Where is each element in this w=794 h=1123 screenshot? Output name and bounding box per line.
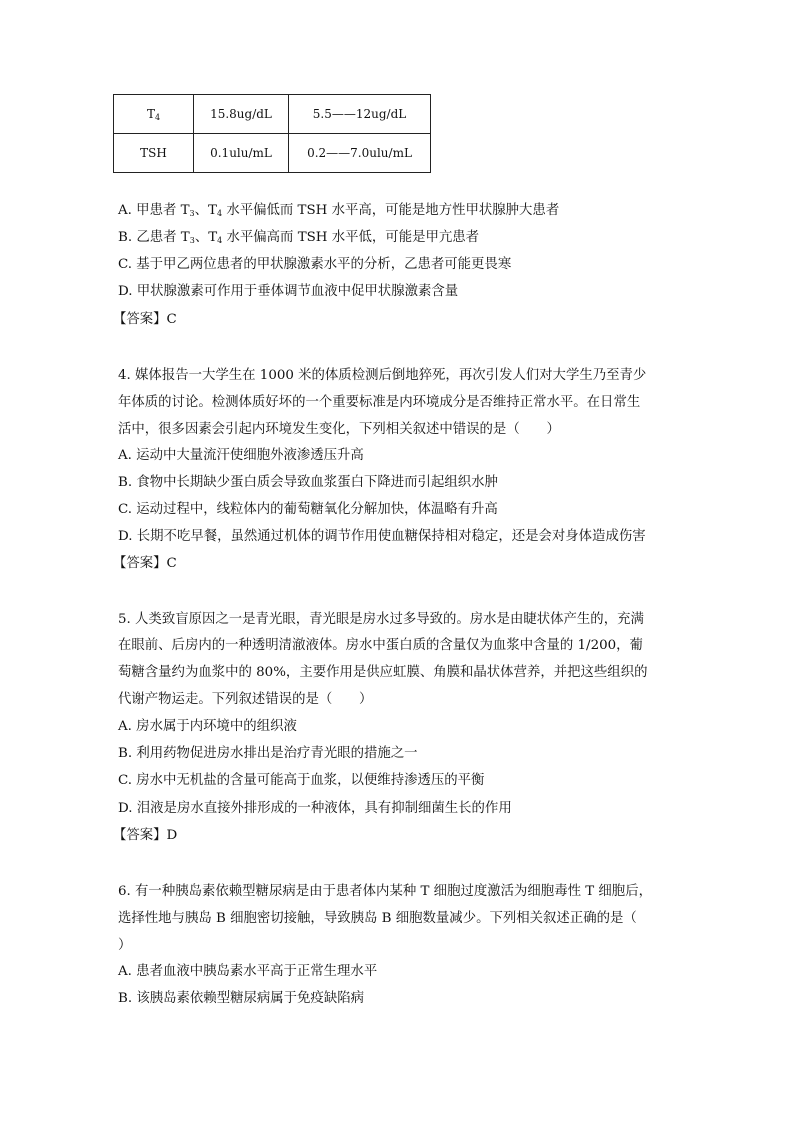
- q5-stem-line: 代谢产物运走。下列叙述错误的是（ ）: [118, 692, 373, 707]
- q6-stem-line: 6. 有一种胰岛素依赖型糖尿病是由于患者体内某种 T 细胞过度激活为细胞毒性 T 细胞后，: [118, 884, 652, 899]
- q5-option-a: A. 房水属于内环境中的组织液: [118, 719, 297, 734]
- q4-stem-line: 年体质的讨论。检测体质好坏的一个重要标准是内环境成分是否维持正常水平。在日常生: [118, 395, 641, 410]
- table-cell-item: TSH: [114, 134, 194, 173]
- table-cell-item: $T_4$: [114, 95, 194, 134]
- q3-answer: 【答案】C: [113, 312, 177, 327]
- q3-option-b: B. 乙患者 $T_3$、$T_4$ 水平偏高而 TSH 水平低，可能是甲亢患者: [118, 230, 480, 245]
- q4-option-a: A. 运动中大量流汗使细胞外液渗透压升高: [118, 448, 364, 463]
- q5-option-c: C. 房水中无机盐的含量可能高于血浆，以便维持渗透压的平衡: [118, 773, 485, 788]
- table-row: [114, 134, 431, 173]
- q5-stem-line: 5. 人类致盲原因之一是青光眼，青光眼是房水过多导致的。房水是由睫状体产生的，充满: [118, 612, 644, 627]
- q4-stem-line: 4. 媒体报告一大学生在 1000 米的体质检测后倒地猝死，再次引发人们对大学生乃至青少: [118, 368, 647, 383]
- q5-stem-line: 在眼前、后房内的一种透明清澈液体。房水中蛋白质的含量仅为血浆中含量的 1/200，葡: [118, 638, 643, 653]
- q5-stem-line: 萄糖含量约为血浆中的 80%，主要作用是供应虹膜、角膜和晶状体营养，并把这些组织的: [118, 665, 648, 680]
- q4-answer: 【答案】C: [113, 556, 177, 571]
- q4-stem-line: 活中，很多因素会引起内环境发生变化，下列相关叙述中错误的是（ ）: [118, 422, 560, 437]
- table-cell-value: 0.1ulu/mL: [194, 134, 289, 173]
- q3-option-d: D. 甲状腺激素可作用于垂体调节血液中促甲状腺激素含量: [118, 284, 459, 299]
- q5-option-d: D. 泪液是房水直接外排形成的一种液体，具有抑制细菌生长的作用: [118, 801, 512, 816]
- table-row: [114, 95, 431, 134]
- q3-option-a: A. 甲患者 $T_3$、$T_4$ 水平偏低而 TSH 水平高，可能是地方性甲状腺肿大患者: [118, 203, 560, 218]
- q4-option-c: C. 运动过程中，线粒体内的葡萄糖氧化分解加快，体温略有升高: [118, 502, 498, 517]
- q5-answer: 【答案】D: [113, 828, 178, 843]
- q4-option-b: B. 食物中长期缺少蛋白质会导致血浆蛋白下降进而引起组织水肿: [118, 475, 498, 490]
- q6-option-a: A. 患者血液中胰岛素水平高于正常生理水平: [118, 964, 378, 979]
- q6-option-b: B. 该胰岛素依赖型糖尿病属于免疫缺陷病: [118, 991, 364, 1006]
- table-cell-range: 5.5——12ug/dL: [289, 95, 431, 134]
- thyroid-reference-table: [113, 94, 431, 173]
- table-cell-range: 0.2——7.0ulu/mL: [289, 134, 431, 173]
- q4-option-d: D. 长期不吃早餐，虽然通过机体的调节作用使血糖保持相对稳定，还是会对身体造成伤害: [118, 529, 646, 544]
- q5-option-b: B. 利用药物促进房水排出是治疗青光眼的措施之一: [118, 746, 418, 761]
- table-cell-value: 15.8ug/dL: [194, 95, 289, 134]
- q6-stem-line: 选择性地与胰岛 B 细胞密切接触，导致胰岛 B 细胞数量减少。下列相关叙述正确的是（: [118, 911, 637, 926]
- q6-stem-line: ）: [118, 938, 132, 953]
- q3-option-c: C. 基于甲乙两位患者的甲状腺激素水平的分析，乙患者可能更畏寒: [118, 257, 512, 272]
